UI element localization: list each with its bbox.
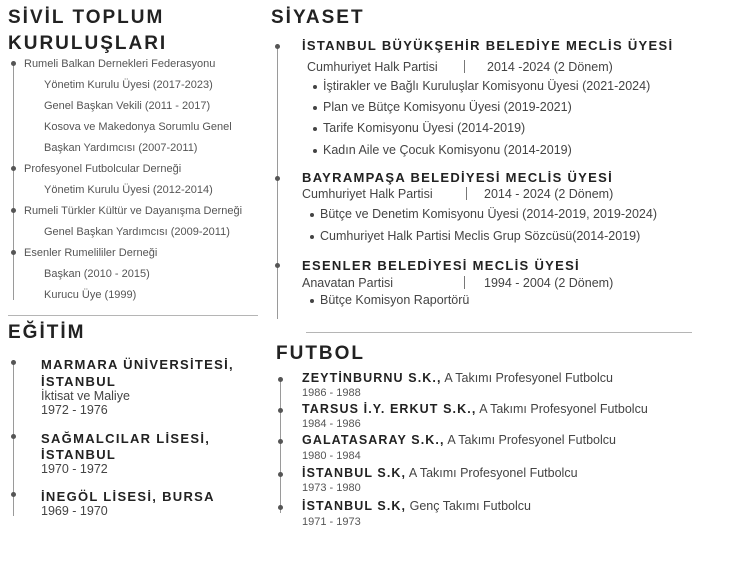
civil-org: Rumeli Balkan Dernekleri Federasyonu [24, 58, 216, 70]
section-divider [306, 332, 692, 333]
timeline-dot [275, 44, 280, 49]
school-name-cont: İSTANBUL [41, 447, 117, 462]
education-title: EĞİTİM [8, 322, 86, 343]
football-club: GALATASARAY S.K., [302, 433, 445, 447]
timeline-dot [278, 377, 283, 382]
committee-item: Bütçe ve Denetim Komisyonu Üyesi (2014-2019, 2019-2024) [320, 207, 657, 221]
football-club: İSTANBUL S.K, [302, 466, 407, 480]
timeline-dot [278, 472, 283, 477]
timeline-dot [278, 505, 283, 510]
civil-role: Kurucu Üye (1999) [44, 289, 137, 301]
civil-role: Başkan Yardımcısı (2007-2011) [44, 142, 198, 154]
politics-timeline [277, 44, 278, 319]
timeline-dot [278, 408, 283, 413]
political-position: İSTANBUL BÜYÜKŞEHİR BELEDİYE MECLİS ÜYESİ [302, 38, 674, 53]
bullet [310, 213, 314, 217]
bullet [313, 149, 317, 153]
political-position: BAYRAMPAŞA BELEDİYESİ MECLİS ÜYESİ [302, 170, 613, 185]
football-entry [302, 499, 531, 513]
school-name-cont: İSTANBUL [41, 374, 117, 389]
political-term: 2014 - 2024 (2 Dönem) [484, 187, 614, 201]
bullet [313, 127, 317, 131]
bullet [310, 235, 314, 239]
football-entry [302, 433, 616, 447]
timeline-dot [275, 263, 280, 268]
political-party: Cumhuriyet Halk Partisi [302, 187, 433, 201]
timeline-dot [11, 208, 16, 213]
timeline-dot [11, 360, 16, 365]
school-dept: İktisat ve Maliye [41, 389, 130, 403]
civil-timeline [13, 64, 14, 300]
football-club: ZEYTİNBURNU S.K., [302, 371, 442, 385]
civil-role: Yönetim Kurulu Üyesi (2012-2014) [44, 184, 213, 196]
committee-item: Tarife Komisyonu Üyesi (2014-2019) [323, 121, 526, 135]
football-entry [302, 371, 613, 385]
football-years: 1971 - 1973 [302, 516, 361, 528]
football-timeline [280, 377, 281, 513]
school-years: 1969 - 1970 [41, 504, 108, 518]
committee-item: İştirakler ve Bağlı Kuruluşlar Komisyonu Üyesi (2021-2024) [323, 79, 651, 93]
football-role: A Takımı Profesyonel Futbolcu [479, 402, 648, 416]
political-term: 2014 -2024 (2 Dönem) [487, 60, 613, 74]
football-role: Genç Takımı Futbolcu [409, 499, 531, 513]
committee-item: Kadın Aile ve Çocuk Komisyonu (2014-2019) [323, 143, 572, 157]
bullet [310, 299, 314, 303]
civil-role: Genel Başkan Vekili (2011 - 2017) [44, 100, 211, 112]
bullet [313, 106, 317, 110]
political-term: 1994 - 2004 (2 Dönem) [484, 276, 614, 290]
civil-role: Yönetim Kurulu Üyesi (2017-2023) [44, 79, 213, 91]
football-years: 1980 - 1984 [302, 450, 361, 462]
section-divider [8, 315, 258, 316]
bullet [313, 85, 317, 89]
civil-role: Kosova ve Makedonya Sorumlu Genel [44, 121, 232, 133]
civil-role: Başkan (2010 - 2015) [44, 268, 150, 280]
timeline-dot [275, 176, 280, 181]
political-party: Anavatan Partisi [302, 276, 394, 290]
football-role: A Takımı Profesyonel Futbolcu [447, 433, 616, 447]
committee-item: Cumhuriyet Halk Partisi Meclis Grup Sözcüsü(2014-2019) [320, 229, 641, 243]
timeline-dot [11, 492, 16, 497]
school-name: İNEGÖL LİSESİ, BURSA [41, 489, 215, 504]
committee-item: Plan ve Bütçe Komisyonu Üyesi (2019-2021) [323, 100, 572, 114]
politics-title: SİYASET [271, 7, 365, 28]
political-party: Cumhuriyet Halk Partisi [307, 60, 438, 74]
football-entry [302, 466, 578, 480]
civil-title-line1: SİVİL TOPLUM [8, 7, 165, 28]
school-years: 1970 - 1972 [41, 462, 108, 476]
school-name: MARMARA ÜNİVERSİTESİ, [41, 357, 234, 372]
timeline-dot [278, 439, 283, 444]
timeline-dot [11, 250, 16, 255]
civil-role: Genel Başkan Yardımcısı (2009-2011) [44, 226, 230, 238]
football-club: TARSUS İ.Y. ERKUT S.K., [302, 402, 477, 416]
separator [466, 187, 467, 200]
separator [464, 276, 465, 289]
civil-org: Esenler Rumelililer Derneği [24, 247, 158, 259]
football-years: 1973 - 1980 [302, 482, 361, 494]
football-title: FUTBOL [276, 343, 366, 364]
civil-org: Profesyonel Futbolcular Derneği [24, 163, 182, 175]
school-years: 1972 - 1976 [41, 403, 108, 417]
civil-title-line2: KURULUŞLARI [8, 33, 168, 54]
separator [464, 60, 465, 73]
timeline-dot [11, 61, 16, 66]
football-years: 1986 - 1988 [302, 387, 361, 399]
football-role: A Takımı Profesyonel Futbolcu [444, 371, 613, 385]
civil-org: Rumeli Türkler Kültür ve Dayanışma Derneği [24, 205, 243, 217]
football-years: 1984 - 1986 [302, 418, 361, 430]
committee-item: Bütçe Komisyon Raportörü [320, 293, 470, 307]
school-name: SAĞMALCILAR LİSESİ, [41, 431, 211, 446]
timeline-dot [11, 434, 16, 439]
football-role: A Takımı Profesyonel Futbolcu [408, 466, 578, 480]
timeline-dot [11, 166, 16, 171]
football-club: İSTANBUL S.K, [302, 499, 407, 513]
football-entry [302, 402, 648, 416]
political-position: ESENLER BELEDİYESİ MECLİS ÜYESİ [302, 258, 580, 273]
